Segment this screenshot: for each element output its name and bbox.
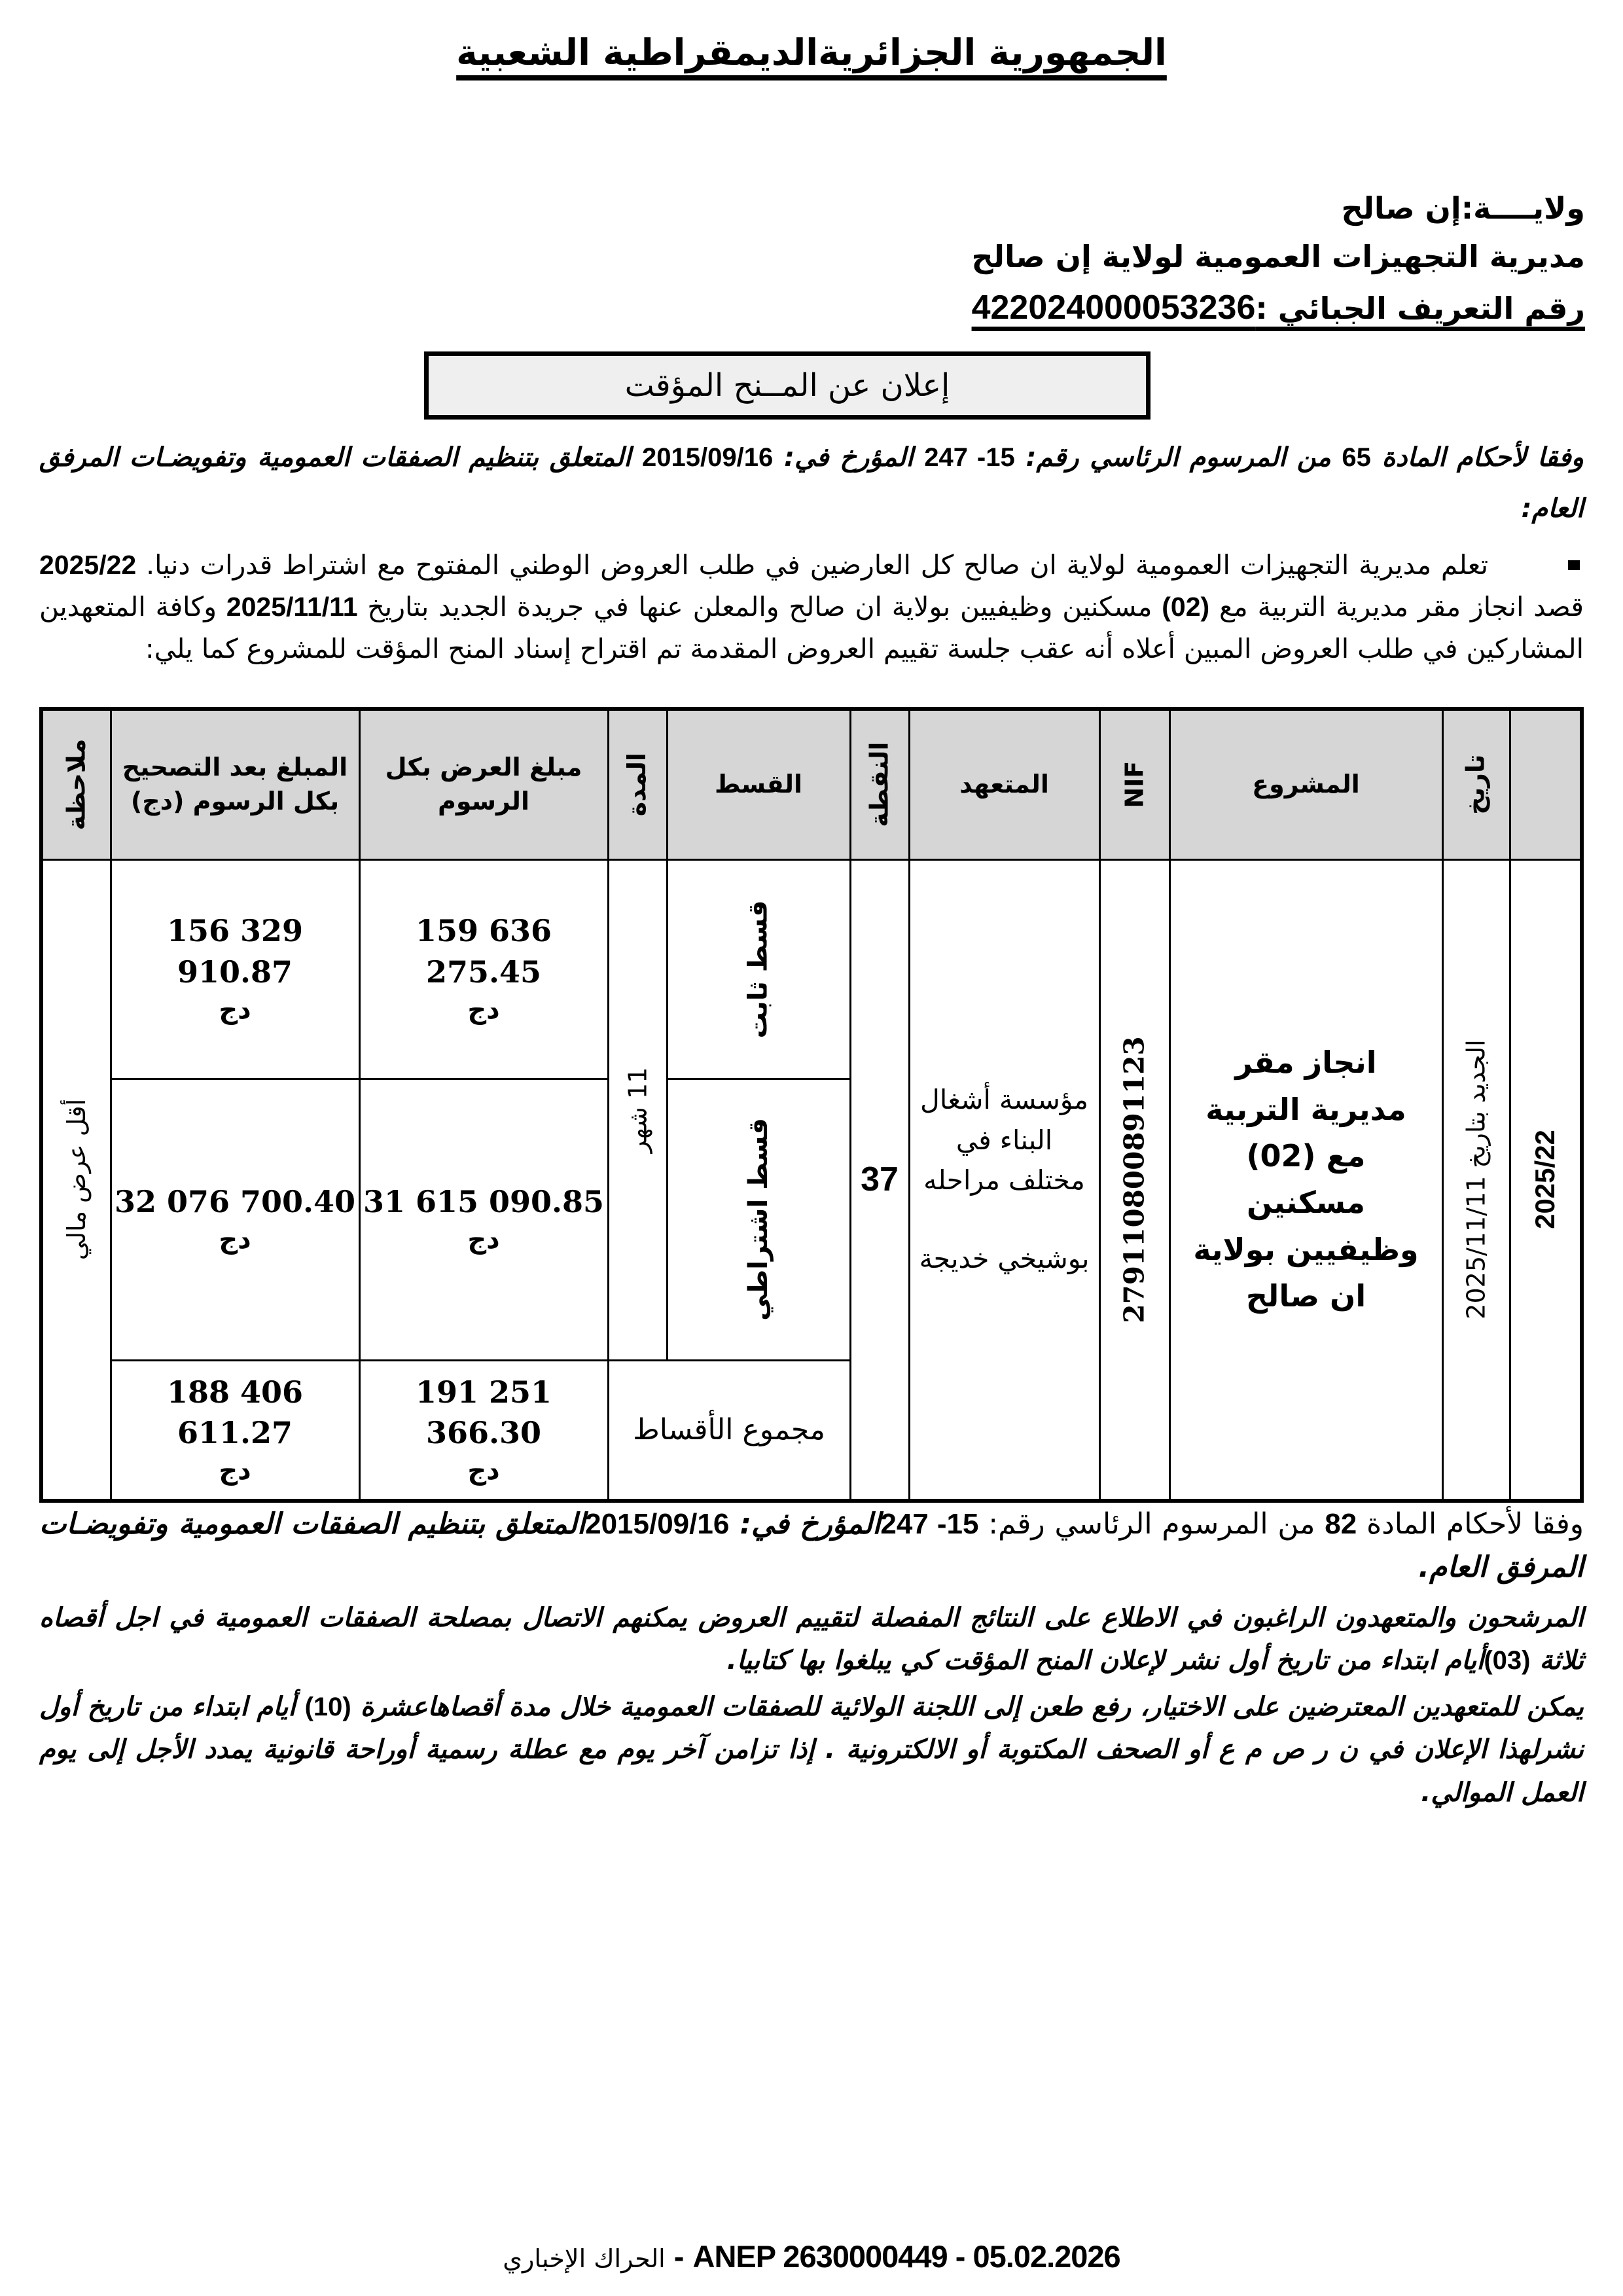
anep-line [0, 2238, 1623, 2274]
installment-fixed-label: قسط ثابت [743, 899, 774, 1039]
cell-note [41, 859, 111, 1501]
organisation-block [972, 185, 1585, 335]
bullet-text: وكافة المتعهدين المشاركين في طلب العروض المبين أعلاه أنه عقب جلسة تقييم العروض المقدمة تم اقتراح إسناد المنح المؤقت للمشروع كما يلي: [39, 590, 1584, 664]
cell-corrected-total [111, 1360, 359, 1501]
decree-number: 15- 247 [880, 1508, 979, 1540]
intro-text: وفقا لأحكام المادة [1370, 442, 1584, 473]
header-label-note: ملاحظة [62, 738, 91, 831]
note-value: أقل عرض مالي [62, 1099, 91, 1261]
cell-contractor [909, 859, 1099, 1501]
bullet-text: تعلم مديرية التجهيزات العمومية لولاية ان صالح كل العارضين في طلب العروض الوطني المفتوح مع اشتراط قدرات دنيا. [136, 549, 1488, 581]
header-cell-corrected-amount [111, 709, 359, 859]
cell-corrected-conditional [111, 1079, 359, 1360]
decree-date: 2015/09/16 [585, 1508, 730, 1540]
cell-duration [608, 859, 667, 1360]
republic-title: الجمهورية الجزائريةالديمقراطية الشعبية [456, 31, 1167, 73]
tax-id-line [972, 281, 1585, 335]
wilaya-line: ولايــــة:إن صالح [1341, 190, 1585, 226]
housing-count: (02) [1162, 591, 1210, 622]
header-label-score: النقطة [865, 742, 894, 827]
cell-corrected-fixed [111, 859, 359, 1079]
footer-text: وفقا لأحكام المادة [1357, 1507, 1584, 1541]
footer-paragraph-1 [39, 1503, 1584, 1589]
offer-fixed-amount: 159 636 275.45 [415, 913, 552, 990]
anep-separator: - [665, 2239, 693, 2274]
tender-number: 2025/22 [39, 550, 137, 580]
days-count: (03) [1484, 1645, 1531, 1675]
nif-value: 279110800891123 [1118, 1036, 1150, 1323]
header-label-offer-amount: مبلغ العرض بكل الرسوم [385, 753, 582, 816]
intro-text: المؤرخ في: [773, 442, 925, 473]
header-label-contractor: المتعهد [959, 770, 1049, 799]
currency-label: دج [467, 994, 500, 1025]
file-number-value: 2025/22 [1529, 1130, 1561, 1230]
tax-id-label: رقم التعريف الجبائي : [1255, 291, 1585, 327]
cell-total-label [608, 1360, 850, 1501]
offer-conditional-amount: 31 615 090.85 [363, 1183, 605, 1219]
intro-text: من المرسوم الرئاسي رقم: [1014, 442, 1342, 473]
cell-project [1169, 859, 1442, 1501]
article-number: 82 [1325, 1508, 1357, 1540]
footer-section [39, 1503, 1584, 1814]
table-row [41, 859, 1582, 1079]
article-number: 65 [1342, 443, 1371, 472]
header-cell-note [41, 709, 111, 859]
currency-label: دج [219, 1455, 251, 1486]
currency-label: دج [219, 1225, 251, 1255]
header-label-date: تاريخ [1461, 754, 1490, 815]
cell-file-number [1510, 859, 1582, 1501]
cell-offer-total [359, 1360, 608, 1501]
header-cell-date [1442, 709, 1510, 859]
date-value: الجديد بتاريخ 2025/11/11 [1461, 1039, 1491, 1319]
bullet-dash-icon [1568, 560, 1580, 570]
duration-value: 11 شهر [622, 1067, 652, 1153]
footer-text: أيام ابتداء من تاريخ أول نشر لإعلان المنح المؤقت كي يبلغوا بها كتابيا. [726, 1645, 1484, 1676]
cell-installment-fixed [667, 859, 850, 1079]
directorate-line: مديرية التجهيزات العمومية لولاية إن صالح [971, 238, 1585, 274]
currency-label: دج [467, 1225, 500, 1255]
republic-title-row [0, 31, 1623, 73]
currency-label: دج [219, 994, 251, 1025]
anep-reference: ANEP 2630000449 - 05.02.2026 [692, 2239, 1120, 2274]
decree-number: 15- 247 [924, 443, 1015, 472]
header-label-nif: NIF [1119, 761, 1149, 808]
offer-total-amount: 191 251 366.30 [415, 1374, 552, 1450]
cell-score [850, 859, 909, 1501]
header-label-duration: المدة [622, 753, 652, 817]
header-cell-duration [608, 709, 667, 859]
footer-text: المؤرخ في: [729, 1507, 881, 1541]
corrected-conditional-amount: 32 076 700.40 [114, 1183, 356, 1219]
cell-offer-fixed [359, 859, 608, 1079]
corrected-total-amount: 188 406 611.27 [166, 1374, 304, 1450]
announcement-box [424, 351, 1150, 420]
currency-label: دج [467, 1455, 500, 1486]
bullet-paragraph [39, 545, 1584, 670]
header-cell-file-number [1510, 709, 1582, 859]
tax-id-number: 422024000053236 [971, 289, 1256, 327]
cell-nif [1099, 859, 1169, 1501]
cell-offer-conditional [359, 1079, 608, 1360]
cell-installment-conditional [667, 1079, 850, 1360]
bullet-text: مسكنين وظيفيين بولاية ان صالح والمعلن عنها في جريدة الجديد بتاريخ [357, 590, 1162, 622]
award-table [39, 707, 1584, 1503]
installment-conditional-label: قسط اشتراطي [743, 1118, 774, 1321]
footer-text: يمكن للمتعهدين المعترضين على الاختيار، رفع طعن إلى اللجنة الولائية للصفقات العمومية خلال مدة أقصاهاعشرة [351, 1691, 1584, 1722]
decree-date: 2015/09/16 [642, 443, 774, 472]
footer-text: من المرسوم الرئاسي رقم: [978, 1507, 1325, 1541]
intro-section [39, 432, 1584, 670]
header-cell-contractor [909, 709, 1099, 859]
footer-text: المتعلق بتنظيم الصفقات العمومية وتفويضـات المرفق العام. [39, 1507, 1584, 1584]
intro-paragraph [39, 432, 1584, 534]
header-cell-nif [1099, 709, 1169, 859]
announcement-title: إعلان عن المــنح المؤقت [624, 367, 950, 404]
header-label-corrected-amount: المبلغ بعد التصحيح بكل الرسوم (دج) [122, 753, 348, 816]
cell-date [1442, 859, 1510, 1501]
header-cell-score [850, 709, 909, 859]
header-cell-installment [667, 709, 850, 859]
footer-paragraph-2 [39, 1597, 1584, 1682]
header-label-project: المشروع [1252, 770, 1360, 799]
intro-text: المتعلق بتنظيم الصفقات العمومية وتفويضـات المرفق العام: [39, 442, 1584, 524]
footer-text: المرشحون والمتعهدون الراغبون في الاطلاع على النتائج المفصلة لتقييم العروض يمكنهم الاتصال بمصلحة الصفقات العمومية في اجل أقصاه ثلاثة [39, 1603, 1584, 1676]
table-header-row [41, 709, 1582, 859]
project-value: انجاز مقر مديرية التربية مع (02) مسكنين وظيفيين بولاية ان صالح [1193, 1045, 1419, 1314]
contractor-person: بوشيخي خديجة [919, 1242, 1090, 1274]
header-cell-project [1169, 709, 1442, 859]
footer-paragraph-3 [39, 1686, 1584, 1815]
anep-source: الحراك الإخباري [503, 2244, 666, 2273]
header-cell-offer-amount [359, 709, 608, 859]
publication-date: 2025/11/11 [226, 591, 358, 622]
header-label-installment: القسط [714, 770, 802, 799]
bullet-text: قصد انجاز مقر مديرية التربية مع [1209, 590, 1584, 622]
days-count: (10) [304, 1692, 351, 1721]
corrected-fixed-amount: 156 329 910.87 [166, 913, 304, 990]
contractor-name: مؤسسة أشغال البناء في مختلف مراحله [920, 1084, 1088, 1196]
total-label: مجموع الأقساط [633, 1413, 825, 1447]
score-value: 37 [861, 1160, 899, 1199]
footer-text: أيام ابتداء من تاريخ أول نشرلهذا الإعلان في ن ر ص م ع أو الصحف المكتوبة أو الالكترونية . إذا تزامن آخر يوم مع عطلة رسمية أوراحة قانونية يمدد الأجل إلى يوم العمل الموالي. [39, 1691, 1584, 1808]
